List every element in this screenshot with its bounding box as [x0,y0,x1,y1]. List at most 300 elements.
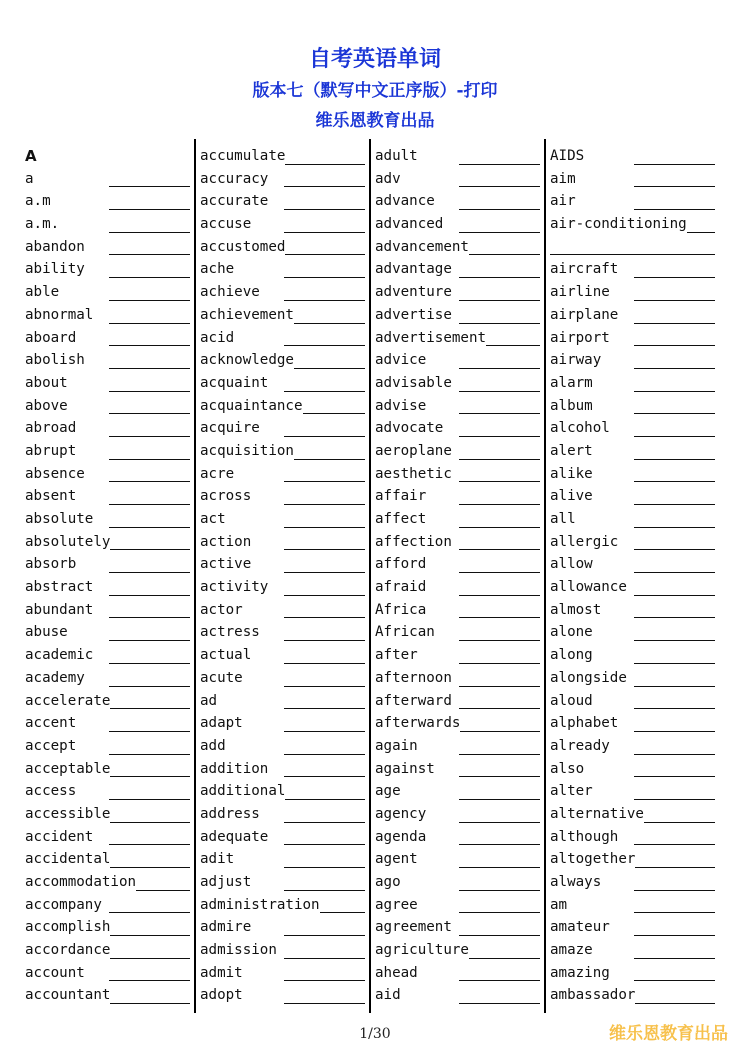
answer-blank [634,300,715,301]
answer-blank [459,413,540,414]
word-text: airport [550,329,610,346]
word-row [547,213,720,236]
word-row [547,826,720,849]
word-row [197,984,370,1007]
word-text: admission [200,942,277,959]
word-row [372,553,545,576]
word-text: accident [25,828,94,845]
answer-blank [109,844,190,845]
word-text: alone [550,624,593,641]
word-row [372,939,545,962]
word-row [197,962,370,985]
answer-blank [110,776,190,777]
word-row [547,667,720,690]
word-row [547,304,720,327]
answer-blank [634,799,715,800]
word-row [197,871,370,894]
word-text: again [375,737,418,754]
answer-blank [284,867,365,868]
word-text: adv [375,170,401,187]
word-text: ambassador [550,987,636,1004]
word-text: allowance [550,579,627,596]
word-text: advantage [375,261,452,278]
word-text: admit [200,964,243,981]
word-text: already [550,737,610,754]
word-row [22,621,195,644]
word-row [547,780,720,803]
answer-blank [284,958,365,959]
word-row [197,894,370,917]
document-subtitle: 版本七（默写中文正序版）-打印 [252,81,498,101]
word-row [22,780,195,803]
page-header [0,44,750,136]
word-text: achievement [200,306,294,323]
word-row [372,168,545,191]
answer-blank [634,912,715,913]
word-row [372,485,545,508]
answer-blank [284,232,365,233]
word-text: accommodation [25,874,137,890]
word-text: adequate [200,828,269,845]
word-row [22,349,195,372]
word-text: am [550,896,568,913]
answer-blank [284,935,365,936]
answer-blank [303,413,365,414]
answer-blank [459,686,540,687]
word-row [22,803,195,826]
word-row [197,440,370,463]
word-row [22,939,195,962]
word-text: a [25,170,34,187]
word-row [372,758,545,781]
word-text: acquaintance [200,397,303,414]
answer-blank [687,232,715,233]
answer-blank [634,935,715,936]
answer-blank [459,277,540,278]
answer-blank [459,572,540,573]
word-row [22,712,195,735]
word-text: adit [200,851,235,868]
word-text: accessible [25,805,111,822]
word-text: allergic [550,533,619,550]
word-text: a.m [25,193,51,210]
word-text: advancement [375,238,469,255]
answer-blank [459,549,540,550]
word-text: absorb [25,556,77,573]
word-text: although [550,828,619,845]
answer-blank [634,890,715,891]
answer-blank [284,822,365,823]
word-row [22,508,195,531]
word-text: acknowledge [200,352,294,369]
word-text: actual [200,647,252,664]
word-row [372,916,545,939]
word-text: actress [200,624,260,641]
answer-blank [459,935,540,936]
word-text: always [550,874,602,890]
word-text: absolutely [25,533,111,550]
word-row [372,304,545,327]
word-text: afterwards [375,715,461,732]
word-row [372,190,545,213]
word-row [22,758,195,781]
word-row [22,258,195,281]
word-text: altogether [550,851,636,868]
word-row [22,916,195,939]
answer-blank [294,459,365,460]
word-text: acre [200,465,235,482]
word-text: age [375,783,401,800]
answer-blank [634,345,715,346]
answer-blank [284,617,365,618]
word-row [372,780,545,803]
answer-blank [109,459,190,460]
word-row [547,531,720,554]
word-text: alongside [550,669,627,686]
word-row [22,735,195,758]
word-row [22,304,195,327]
word-text: acquire [200,420,260,437]
word-text: agency [375,805,427,822]
word-text: all [550,511,576,527]
answer-blank [634,277,715,278]
word-row [197,735,370,758]
word-row [547,553,720,576]
answer-blank [110,1003,190,1004]
word-column [22,145,195,1013]
word-text: add [200,737,226,754]
word-text: abandon [25,238,85,255]
word-row [372,349,545,372]
word-row [22,372,195,395]
word-text: acute [200,669,243,686]
answer-blank [459,754,540,755]
answer-blank [109,980,190,981]
word-row [22,213,195,236]
word-text: absence [25,465,85,482]
answer-blank [635,867,715,868]
word-text: advance [375,193,435,210]
word-text: afterward [375,692,452,709]
answer-blank [109,504,190,505]
word-row [197,803,370,826]
word-text: ability [25,261,85,278]
word-text: above [25,397,68,414]
word-row [372,712,545,735]
answer-blank [459,209,540,210]
answer-blank [284,300,365,301]
word-row [22,553,195,576]
word-text: a.m. [25,216,60,233]
word-row [197,531,370,554]
answer-blank [459,300,540,301]
word-text: access [25,783,77,800]
word-text: also [550,760,585,777]
answer-blank [459,527,540,528]
word-row [197,690,370,713]
word-text: across [200,488,252,505]
answer-blank [284,345,365,346]
word-row [197,667,370,690]
word-text: acquisition [200,442,294,459]
answer-blank [294,368,365,369]
word-text: aloud [550,692,593,709]
answer-blank [284,776,365,777]
word-row [197,939,370,962]
word-row [372,327,545,350]
answer-blank [109,527,190,528]
word-row [197,621,370,644]
answer-blank [109,186,190,187]
word-text: alphabet [550,715,619,732]
answer-blank [459,776,540,777]
word-row [197,304,370,327]
word-row [197,576,370,599]
word-text: alter [550,783,593,800]
word-text: admire [200,919,252,936]
word-text: advocate [375,420,444,437]
word-text: agreement [375,919,452,936]
answer-blank [110,867,190,868]
word-text: adapt [200,715,243,732]
word-row [22,417,195,440]
word-text: adventure [375,284,452,301]
word-text: account [25,964,85,981]
answer-blank [459,844,540,845]
word-text: aid [375,987,401,1004]
answer-blank [634,186,715,187]
watermark: 维乐恩教育出品 [609,1024,728,1044]
word-text: album [550,397,593,414]
word-row [547,190,720,213]
answer-blank [109,391,190,392]
word-row [197,712,370,735]
answer-blank [109,663,190,664]
word-text: accumulate [200,148,286,164]
word-row [547,984,720,1007]
word-text: agriculture [375,942,469,959]
word-text: accompany [25,896,102,913]
word-row [372,576,545,599]
word-row [547,281,720,304]
answer-blank [109,323,190,324]
word-row [22,871,195,894]
word-text: abnormal [25,306,94,323]
word-row [547,939,720,962]
word-row [22,644,195,667]
word-text: Africa [375,601,427,618]
word-row [547,962,720,985]
word-row [22,190,195,213]
answer-blank [284,640,365,641]
word-text: afraid [375,579,427,596]
answer-blank [459,640,540,641]
word-row [197,258,370,281]
word-text: advertisement [375,329,487,346]
answer-blank [109,254,190,255]
answer-blank [486,345,540,346]
answer-blank [459,436,540,437]
word-row [197,463,370,486]
answer-blank [634,640,715,641]
word-column [372,145,545,1013]
word-column [547,145,720,1013]
word-text: actor [200,601,243,618]
word-row [547,372,720,395]
word-text: affection [375,533,452,550]
word-text: afford [375,556,427,573]
word-row [197,916,370,939]
word-row [22,145,195,168]
word-row [197,213,370,236]
word-text: aircraft [550,261,619,278]
answer-blank [284,549,365,550]
answer-blank [634,527,715,528]
word-row [22,395,195,418]
word-text: after [375,647,418,664]
answer-blank [634,459,715,460]
answer-blank [284,186,365,187]
answer-blank [284,527,365,528]
answer-blank [459,186,540,187]
answer-blank [284,844,365,845]
word-text: adult [375,148,418,164]
word-text: additional [200,783,286,800]
word-text: airline [550,284,610,301]
word-text: accept [25,737,77,754]
word-text: acceptable [25,760,111,777]
answer-blank [634,323,715,324]
answer-blank [110,958,190,959]
word-text: active [200,556,252,573]
word-row [197,145,370,168]
word-row [22,463,195,486]
word-row [547,758,720,781]
word-text: administration [200,896,320,913]
word-row [197,553,370,576]
word-row [197,372,370,395]
answer-blank [459,663,540,664]
answer-blank [634,776,715,777]
word-text: agent [375,851,418,868]
answer-blank [634,844,715,845]
answer-blank [110,935,190,936]
word-row [372,644,545,667]
word-row [197,281,370,304]
word-row [22,690,195,713]
answer-blank [634,958,715,959]
word-row [547,145,720,168]
answer-blank [634,481,715,482]
word-text: alarm [550,374,593,391]
word-row [547,168,720,191]
word-text: air-conditioning [550,216,687,233]
answer-blank [634,595,715,596]
word-text: address [200,805,260,822]
word-row [547,236,720,259]
word-text: academic [25,647,94,664]
word-row [547,848,720,871]
word-row [547,349,720,372]
word-row [22,485,195,508]
word-text: A [25,147,37,165]
word-row [197,168,370,191]
word-row [372,667,545,690]
answer-blank [634,436,715,437]
word-text: accordance [25,942,111,959]
answer-blank [459,368,540,369]
answer-blank [109,595,190,596]
word-text: alert [550,442,593,459]
answer-blank [109,345,190,346]
answer-blank [285,164,365,165]
answer-blank [459,822,540,823]
answer-blank [284,663,365,664]
word-row [372,236,545,259]
answer-blank [320,912,365,913]
answer-blank [634,731,715,732]
word-text: absolute [25,511,94,527]
document-title: 自考英语单词 [308,47,441,72]
word-text: absent [25,488,77,505]
word-text: accountant [25,987,111,1004]
word-row [22,440,195,463]
word-row [22,667,195,690]
word-row [547,327,720,350]
answer-blank [284,481,365,482]
word-row [22,599,195,622]
answer-blank [110,822,190,823]
word-text: advice [375,352,427,369]
answer-blank [634,413,715,414]
word-text: accomplish [25,919,111,936]
word-text: ache [200,261,235,278]
word-row [547,440,720,463]
word-text: advisable [375,374,452,391]
word-row [372,621,545,644]
word-text: alternative [550,805,644,822]
word-text: airplane [550,306,619,323]
document-publisher: 维乐恩教育出品 [315,111,435,131]
answer-blank [284,391,365,392]
answer-blank [459,799,540,800]
word-row [22,894,195,917]
word-row [372,826,545,849]
word-row [372,145,545,168]
answer-blank [644,822,715,823]
word-row [372,962,545,985]
answer-blank [284,436,365,437]
word-row [22,984,195,1007]
word-text: acquaint [200,374,269,391]
word-row [547,508,720,531]
word-row [372,395,545,418]
answer-blank [634,617,715,618]
word-row [372,599,545,622]
word-row [22,848,195,871]
word-text: alike [550,465,593,482]
answer-blank [109,232,190,233]
answer-blank [459,980,540,981]
word-text: activity [200,579,269,596]
word-row [547,485,720,508]
word-row [197,236,370,259]
answer-blank [459,164,540,165]
answer-blank [109,912,190,913]
word-text: advertise [375,306,452,323]
answer-blank [469,958,540,959]
answer-blank [460,731,540,732]
